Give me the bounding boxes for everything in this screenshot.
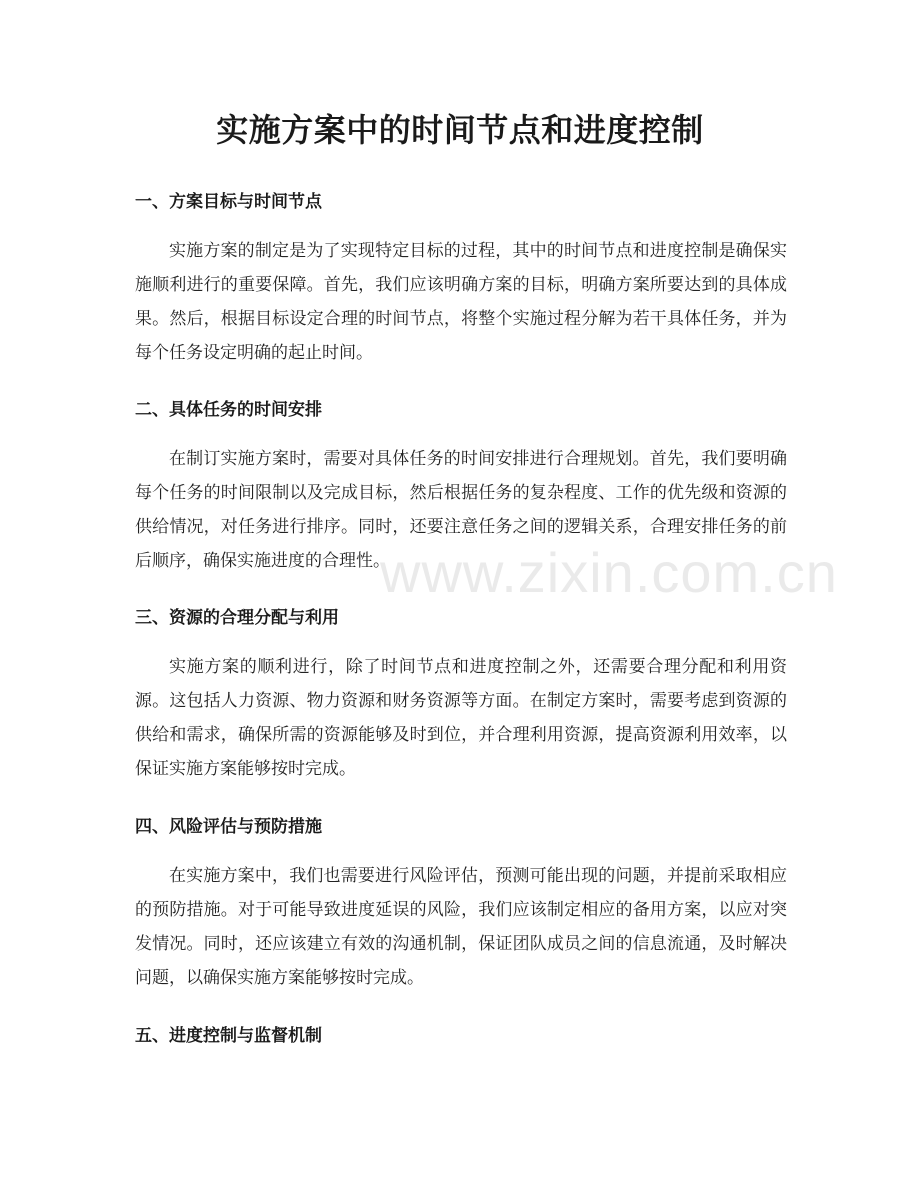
section-heading-4: 四、风险评估与预防措施: [135, 817, 322, 837]
section-paragraph-1: 实施方案的制定是为了实现特定目标的过程，其中的时间节点和进度控制是确保实施顺利进行的重要保障。首先，我们应该明确方案的目标，明确方案所要达到的具体成果。然后，根据目标设定合理的时间节点，将整个实施过程分解为若干具体任务，并为每个任务设定明确的起止时间。: [135, 241, 787, 363]
section-paragraph-2: 在制订实施方案时，需要对具体任务的时间安排进行合理规划。首先，我们要明确每个任务的时间限制以及完成目标，然后根据任务的复杂程度、工作的优先级和资源的供给情况，对任务进行排序。同时，还要注意任务之间的逻辑关系，合理安排任务的前后顺序，确保实施进度的合理性。: [135, 449, 787, 571]
section-paragraph-3: 实施方案的顺利进行，除了时间节点和进度控制之外，还需要合理分配和利用资源。这包括人力资源、物力资源和财务资源等方面。在制定方案时，需要考虑到资源的供给和需求，确保所需的资源能够及时到位，并合理利用资源，提高资源利用效率，以保证实施方案能够按时完成。: [135, 657, 787, 779]
watermark: www.zixin.com.cn: [380, 541, 838, 604]
document-title: 实施方案中的时间节点和进度控制: [216, 111, 704, 149]
section-heading-2: 二、具体任务的时间安排: [135, 400, 322, 420]
section-heading-1: 一、方案目标与时间节点: [135, 192, 322, 212]
section-heading-5: 五、进度控制与监督机制: [135, 1026, 322, 1046]
section-paragraph-4: 在实施方案中，我们也需要进行风险评估，预测可能出现的问题，并提前采取相应的预防措施。对于可能导致进度延误的风险，我们应该制定相应的备用方案，以应对突发情况。同时，还应该建立有效的沟通机制，保证团队成员之间的信息流通，及时解决问题，以确保实施方案能够按时完成。: [135, 866, 787, 988]
section-heading-3: 三、资源的合理分配与利用: [135, 608, 339, 628]
